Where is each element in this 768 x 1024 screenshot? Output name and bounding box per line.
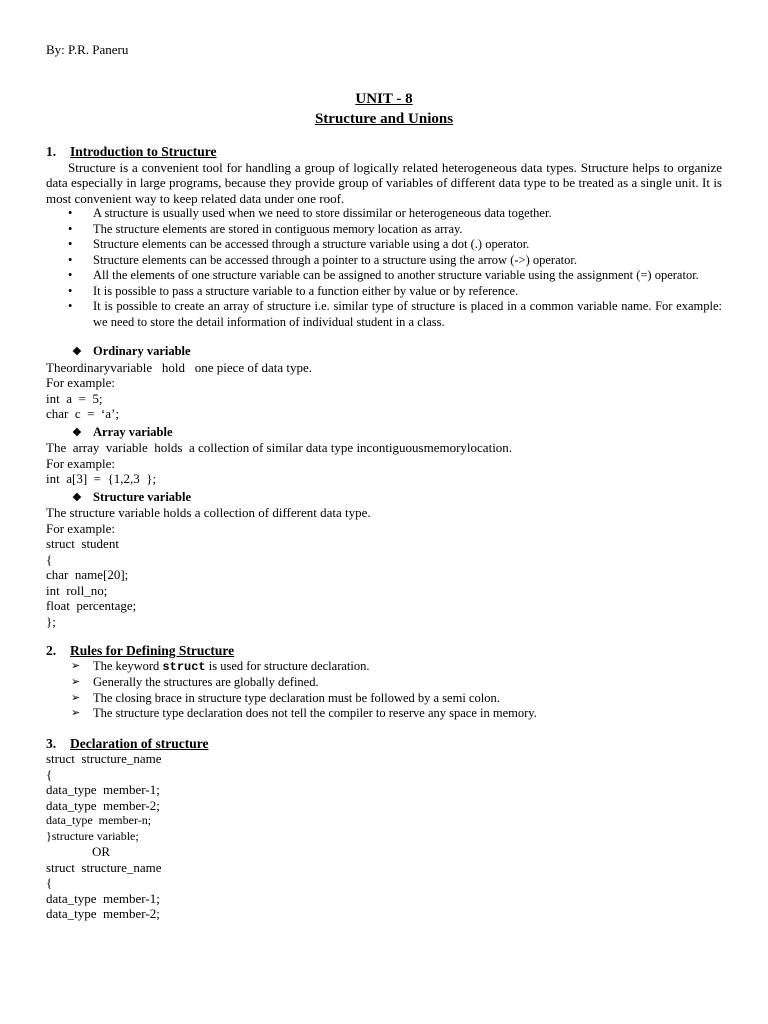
code-line: data_type member-1;	[46, 890, 160, 906]
list-item: • All the elements of one structure variable can be assigned to another structure variable using the assignment (=) operator.	[46, 268, 722, 284]
list-item: • A structure is usually used when we need to store dissimilar or heterogeneous data together.	[46, 206, 722, 222]
code-line: {	[46, 766, 53, 782]
structure-variable-heading: ❖ Structure variable	[46, 490, 722, 506]
code-line: data_type member-n;	[46, 813, 152, 827]
section-1-heading	[46, 144, 722, 160]
intro-paragraph: Structure is a convenient tool for handling a group of logically related heterogeneous data types. Structure helps to organize data especially in large programs, because they provide group of variables of different data type to be treated as a single unit. It is most convenient way to keep related data under one roof.	[46, 159, 722, 206]
structure-facts-list	[46, 206, 722, 330]
list-item: ➢ The structure type declaration does not tell the compiler to reserve any space in memory.	[46, 706, 722, 722]
code-line: char c = ‘a’;	[46, 406, 120, 421]
list-item: • It is possible to create an array of structure i.e. similar type of structure is placed in a common variable name. For example: we need to store the detail information of individual student in a class.	[46, 299, 722, 330]
section-title: Declaration of structure	[70, 735, 209, 751]
section-title: Introduction to Structure	[70, 144, 217, 159]
section-number: 3.	[46, 735, 57, 751]
code-line: char name[20];	[46, 567, 129, 582]
section-2-heading	[46, 643, 722, 659]
list-item: ➢ The closing brace in structure type declaration must be followed by a semi colon.	[46, 691, 722, 707]
array-variable-heading: ❖ Array variable	[46, 425, 722, 441]
code-line: For example:	[46, 375, 115, 390]
list-item: ➢ The keyword struct is used for structure declaration.	[46, 659, 722, 676]
rules-list	[46, 659, 722, 722]
list-item: • Structure elements can be accessed through a pointer to a structure using the arrow (->) operator.	[46, 253, 722, 269]
code-line: }structure variable;	[46, 828, 139, 843]
diamond-bullet-icon: ❖	[72, 346, 82, 358]
code-line: data_type member-2;	[46, 906, 160, 921]
list-item: • The structure elements are stored in contiguous memory location as array.	[46, 222, 722, 238]
code-line: data_type member-1;	[46, 782, 160, 797]
structure-variable-desc: The structure variable holds a collection of different data type.	[46, 505, 371, 520]
ordinary-variable-heading: ❖ Ordinary variable	[46, 344, 722, 360]
code-line: float percentage;	[46, 598, 137, 613]
code-line: For example:	[46, 455, 115, 471]
section-number: 2.	[46, 643, 57, 658]
code-line: {	[46, 551, 53, 567]
code-line: };	[46, 613, 56, 629]
section-number: 1.	[46, 144, 57, 159]
list-item: ➢ Generally the structures are globally defined.	[46, 675, 722, 691]
chapter-title: Structure and Unions	[314, 111, 454, 127]
list-item: • It is possible to pass a structure variable to a function either by value or by reference.	[46, 284, 722, 300]
array-variable-desc: The array variable holds a collection of similar data type incontiguousmemorylocation.	[46, 440, 513, 455]
diamond-bullet-icon: ❖	[72, 426, 82, 439]
ordinary-variable-desc: Theordinaryvariable hold one piece of data type.	[46, 359, 313, 375]
unit-title: UNIT - 8	[355, 91, 413, 107]
document-body	[46, 144, 722, 922]
author-line: By: P.R. Paneru	[46, 42, 129, 57]
section-3-heading	[46, 736, 722, 752]
code-line: int a = 5;	[46, 390, 103, 406]
code-line: int roll_no;	[46, 582, 108, 598]
code-line: {	[46, 875, 53, 890]
diamond-bullet-icon: ❖	[72, 491, 82, 504]
section-title: Rules for Defining Structure	[70, 643, 235, 658]
code-line: struct structure_name	[46, 859, 162, 875]
code-line: int a[3] = {1,2,3 };	[46, 471, 157, 486]
code-line: struct student	[46, 536, 119, 551]
code-line: struct structure_name	[46, 751, 162, 766]
keyword-code: struct	[162, 659, 206, 674]
or-separator: OR	[92, 844, 111, 859]
code-line: data_type member-2;	[46, 797, 160, 813]
list-item: • Structure elements can be accessed through a structure variable using a dot (.) operator.	[46, 237, 722, 253]
code-line: For example:	[46, 520, 115, 536]
